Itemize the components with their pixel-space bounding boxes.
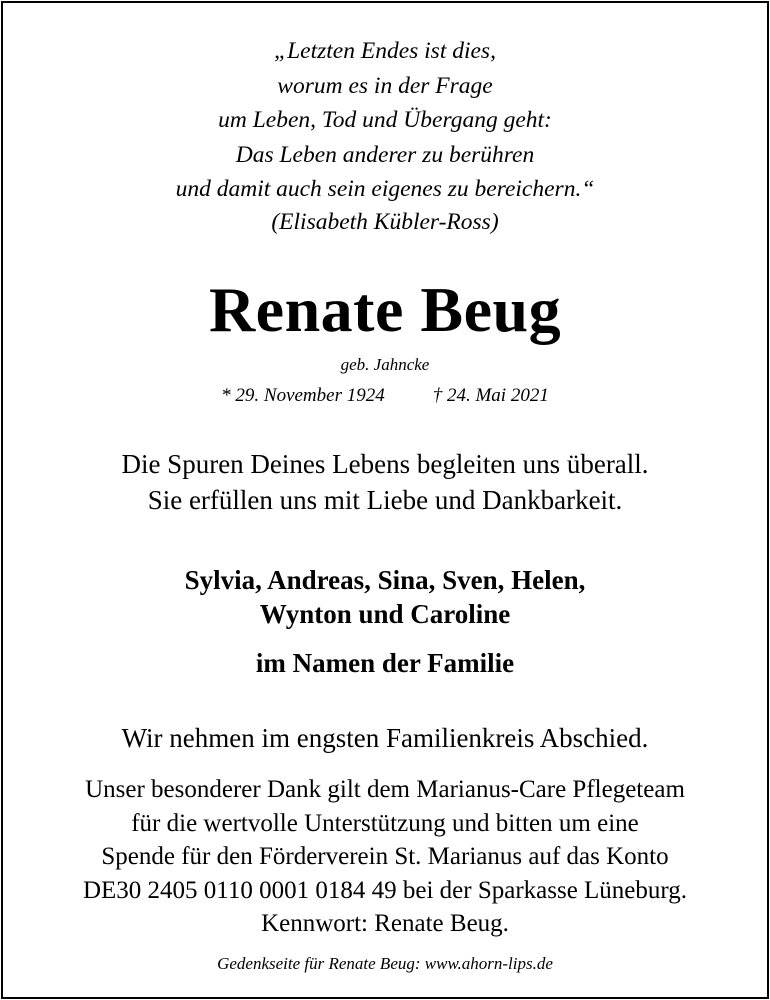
thanks-line: Kennwort: Renate Beug. — [261, 910, 509, 937]
thanks-line: Unser besonderer Dank gilt dem Marianus-Care Pflegeteam — [85, 776, 685, 803]
quote-author: (Elisabeth Kübler-Ross) — [271, 209, 499, 235]
quote-line: worum es in der Frage — [277, 72, 493, 99]
thanks-paragraph — [0, 773, 770, 941]
thanks-line: für die wertvolle Unterstützung und bitten um eine — [131, 809, 639, 837]
birth-date: * 29. November 1924 — [221, 385, 385, 406]
death-date: † 24. Mai 2021 — [432, 385, 549, 406]
verse-line: Die Spuren Deines Lebens begleiten uns überall. — [121, 449, 649, 479]
mourners-line: Wynton und Caroline — [259, 599, 511, 629]
mourners-line: Sylvia, Andreas, Sina, Sven, Helen, — [184, 565, 586, 595]
deceased-name: Renate Beug — [208, 274, 562, 345]
quote-line: „Letzten Endes ist dies, — [274, 38, 496, 64]
birth-name: geb. Jahncke — [340, 355, 430, 374]
quote-line: und damit auch sein eigenes zu bereichern.“ — [175, 176, 595, 202]
life-dates — [0, 382, 770, 410]
quote-line: Das Leben anderer zu berühren — [235, 141, 535, 168]
memorial-page-footer: Gedenkseite für Renate Beug: www.ahorn-lips.de — [217, 954, 553, 973]
farewell-note: Wir nehmen im engsten Familienkreis Abschied. — [121, 723, 649, 753]
memorial-verse — [0, 447, 770, 518]
on-behalf-line: im Namen der Familie — [255, 648, 515, 678]
mourners-names — [0, 563, 770, 631]
thanks-line: Spende für den Förderverein St. Marianus auf das Konto — [101, 843, 669, 870]
verse-line: Sie erfüllen uns mit Liebe und Dankbarkeit. — [147, 484, 623, 515]
thanks-line: DE30 2405 0110 0001 0184 49 bei der Sparkasse Lüneburg. — [82, 876, 688, 904]
epigraph-quote — [0, 34, 770, 207]
quote-line: um Leben, Tod und Übergang geht: — [218, 107, 552, 133]
